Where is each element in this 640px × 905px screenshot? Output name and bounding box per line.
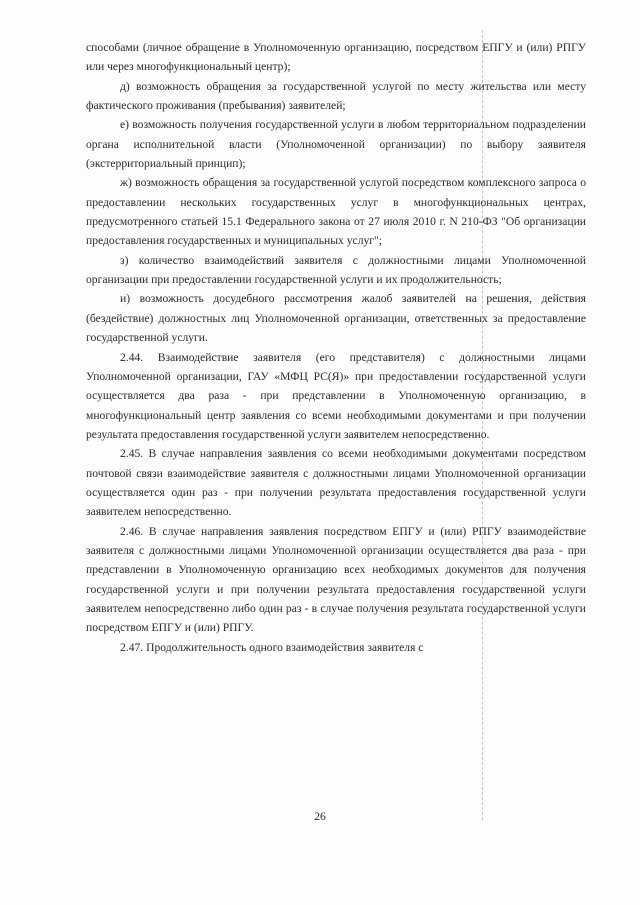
paragraph-item-i: и) возможность досудебного рассмотрения жалоб заявителей на решения, действия (бездействие) должностных лиц Уполномоченной организации, ответственных за предоставление государственной услуги. [86, 292, 586, 345]
paragraph-item-zh: ж) возможность обращения за государственной услугой посредством комплексного запроса о предоставлении нескольких государственных услуг в многофункциональных центрах, предусмотренного статьей 15.1 Федерального закона от 27 июля 2010 г. N 210-ФЗ "Об организации предоставления государственных и муниципальных услуг"; [86, 176, 586, 248]
paragraph-2-47: 2.47. Продолжительность одного взаимодействия заявителя с [120, 640, 424, 654]
paragraph-item-z: з) количество взаимодействий заявителя с должностными лицами Уполномоченной организации при предоставлении государственной услуги и их продолжительность; [86, 253, 586, 287]
paragraph-item-d: д) возможность обращения за государственной услугой по месту жительства или месту фактического проживания (пребывания) заявителей; [86, 79, 586, 113]
paragraph-2-46: 2.46. В случае направления заявления посредством ЕПГУ и (или) РПГУ взаимодействие заявителя с должностными лицами Уполномоченной организации осуществляется два раза - при представлении в Уполномоченную организацию всех необходимых документов для получения государственной услуги и при получении результата предоставления государственной услуги заявителем непосредственно либо один раз - в случае получения результата государственной услуги посредством ЕПГУ и (или) РПГУ. [86, 524, 586, 635]
paragraph-2-45: 2.45. В случае направления заявления со всеми необходимыми документами посредством почтовой связи взаимодействие заявителя с должностными лицами Уполномоченной организации осуществляется один раз - при получении результата предоставления государственной услуги заявителем непосредственно. [86, 447, 586, 519]
paragraph-continuation: способами (личное обращение в Уполномоченную организацию, посредством ЕПГУ и (или) РПГУ или через многофункциональный центр); [86, 41, 586, 74]
document-body [86, 38, 586, 657]
paragraph-item-e: е) возможность получения государственной услуги в любом территориальном подразделении органа исполнительной власти (Уполномоченной организации) по выбору заявителя (экстерриториальный принцип); [86, 118, 586, 171]
page-number: 26 [314, 810, 326, 823]
paragraph-2-44: 2.44. Взаимодействие заявителя (его представителя) с должностными лицами Уполномоченной организации, ГАУ «МФЦ РС(Я)» при предоставлении государственной услуги осуществляется два раза - при представлении в Уполномоченную организацию, в многофункциональный центр заявления со всеми необходимыми документами и при получении результата предоставления государственной услуги заявителем непосредственно. [86, 350, 586, 441]
